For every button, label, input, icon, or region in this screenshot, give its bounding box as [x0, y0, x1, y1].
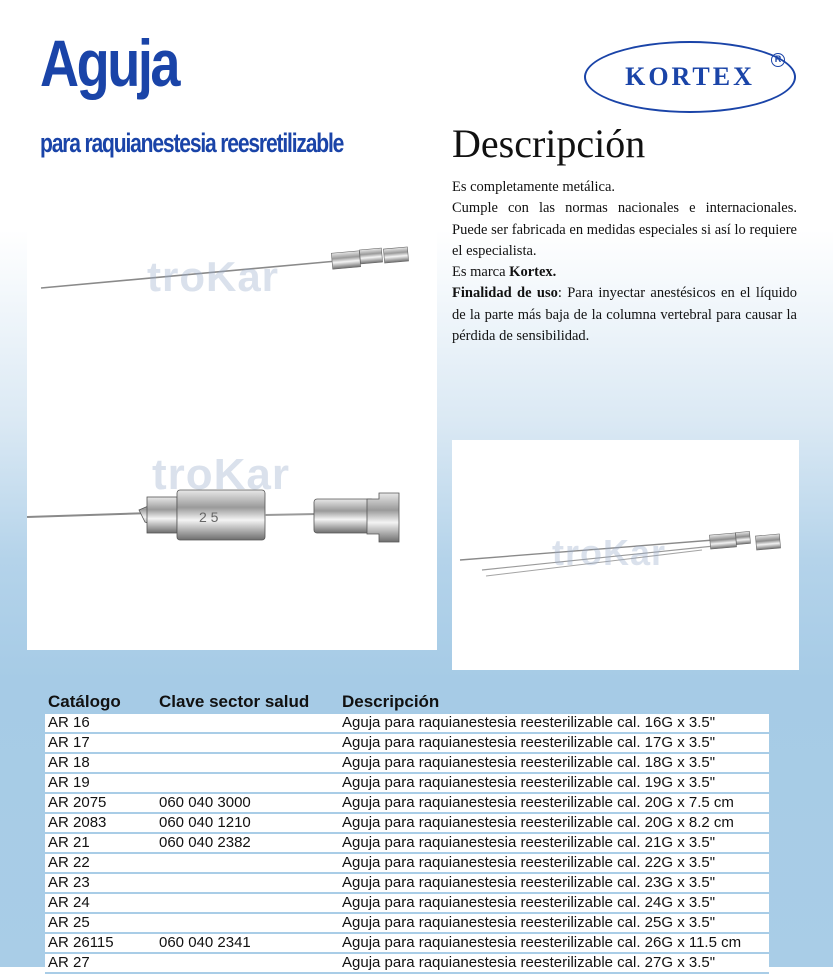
purpose-label: Finalidad de uso	[452, 285, 558, 302]
logo-text: KORTEX	[625, 62, 755, 91]
cell-clave: 060 040 2382	[156, 834, 339, 854]
watermark-text: troKar	[152, 450, 291, 499]
cell-description: Aguja para raquianestesia reesterilizable cal. 24G x 3.5"	[339, 894, 769, 914]
cell-catalog: AR 27	[45, 954, 156, 974]
cell-clave	[156, 754, 339, 774]
cell-clave	[156, 914, 339, 934]
cell-catalog: AR 18	[45, 754, 156, 774]
cell-catalog: AR 24	[45, 894, 156, 914]
cell-clave: 060 040 3000	[156, 794, 339, 814]
cell-clave	[156, 734, 339, 754]
cell-clave: 060 040 2341	[156, 934, 339, 954]
watermark-text: troKar	[552, 532, 667, 573]
brand-name: Kortex.	[509, 264, 557, 281]
description-body	[452, 177, 797, 347]
cell-catalog: AR 17	[45, 734, 156, 754]
description-line: Es completamente metálica.	[452, 179, 616, 195]
kortex-logo	[584, 41, 796, 113]
purpose-text: : Para inyectar anestésicos en el líquido de la parte más baja de la columna vertebral para causar la pérdida de sensibilidad.	[452, 285, 798, 345]
description-line	[452, 262, 797, 283]
brand-prefix: Es marca	[452, 264, 510, 281]
cell-clave	[156, 894, 339, 914]
needle-illustration	[27, 160, 437, 650]
table-row	[45, 914, 769, 934]
table-row	[45, 894, 769, 914]
cell-description: Aguja para raquianestesia reesterilizable cal. 27G x 3.5"	[339, 954, 769, 974]
table-row	[45, 934, 769, 954]
cell-catalog: AR 23	[45, 874, 156, 894]
table-row	[45, 774, 769, 794]
cell-clave	[156, 874, 339, 894]
cell-clave	[156, 714, 339, 734]
cell-catalog: AR 2083	[45, 814, 156, 834]
product-photo-secondary	[452, 440, 799, 670]
column-header-description: Descripción	[342, 692, 440, 711]
table-row	[45, 874, 769, 894]
table-row	[45, 834, 769, 854]
page-subtitle: para raquianestesia reesretilizable	[40, 128, 344, 158]
column-header-catalog: Catálogo	[48, 692, 121, 711]
cell-description: Aguja para raquianestesia reesterilizable cal. 16G x 3.5"	[339, 714, 769, 734]
description-line	[452, 283, 797, 347]
cell-clave	[156, 954, 339, 974]
cell-description: Aguja para raquianestesia reesterilizable cal. 21G x 3.5"	[339, 834, 769, 854]
cell-catalog: AR 26115	[45, 934, 156, 954]
table-row	[45, 794, 769, 814]
page-title: Aguja	[40, 26, 179, 100]
table-row	[45, 854, 769, 874]
product-photo-main	[27, 160, 437, 650]
table-row	[45, 734, 769, 754]
description-line: Cumple con las normas nacionales e internacionales. Puede ser fabricada en medidas especiales si así lo requiere el especialista.	[452, 200, 797, 259]
table-row	[45, 754, 769, 774]
cell-description: Aguja para raquianestesia reesterilizable cal. 20G x 8.2 cm	[339, 814, 769, 834]
cell-description: Aguja para raquianestesia reesterilizable cal. 20G x 7.5 cm	[339, 794, 769, 814]
cell-catalog: AR 21	[45, 834, 156, 854]
svg-text:2 5: 2 5	[199, 509, 219, 525]
column-header-clave: Clave sector salud	[159, 692, 310, 711]
table-header-row	[45, 690, 769, 714]
cell-catalog: AR 25	[45, 914, 156, 934]
cell-description: Aguja para raquianestesia reesterilizable cal. 22G x 3.5"	[339, 854, 769, 874]
cell-clave	[156, 854, 339, 874]
table-row	[45, 954, 769, 974]
catalog-table	[45, 690, 769, 974]
cell-catalog: AR 16	[45, 714, 156, 734]
cell-catalog: AR 19	[45, 774, 156, 794]
cell-catalog: AR 2075	[45, 794, 156, 814]
cell-description: Aguja para raquianestesia reesterilizable cal. 17G x 3.5"	[339, 734, 769, 754]
table-row	[45, 814, 769, 834]
registered-mark-icon: R	[771, 53, 785, 67]
description-heading: Descripción	[452, 121, 646, 166]
cell-clave	[156, 774, 339, 794]
cell-description: Aguja para raquianestesia reesterilizable cal. 25G x 3.5"	[339, 914, 769, 934]
cell-description: Aguja para raquianestesia reesterilizable cal. 18G x 3.5"	[339, 754, 769, 774]
cell-description: Aguja para raquianestesia reesterilizable cal. 19G x 3.5"	[339, 774, 769, 794]
cell-description: Aguja para raquianestesia reesterilizable cal. 23G x 3.5"	[339, 874, 769, 894]
table-row	[45, 714, 769, 734]
cell-catalog: AR 22	[45, 854, 156, 874]
cell-description: Aguja para raquianestesia reesterilizable cal. 26G x 11.5 cm	[339, 934, 769, 954]
watermark-text: troKar	[147, 253, 280, 300]
cell-clave: 060 040 1210	[156, 814, 339, 834]
